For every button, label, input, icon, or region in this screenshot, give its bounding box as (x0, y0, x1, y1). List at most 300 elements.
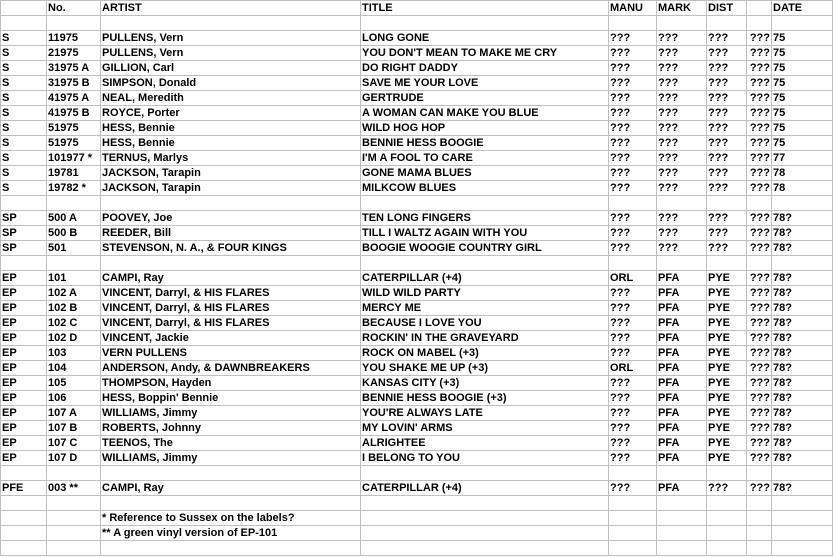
cell-mark (657, 196, 707, 211)
cell-extra: ??? (747, 436, 772, 451)
cell-extra (747, 16, 772, 31)
cell-no: 500 B (47, 226, 101, 241)
cell-prefix: S (1, 61, 47, 76)
cell-prefix: EP (1, 436, 47, 451)
cell-date: 78? (772, 271, 833, 286)
cell-manu: ??? (609, 451, 657, 466)
cell-dist (707, 511, 747, 526)
header-blank (747, 1, 772, 16)
cell-extra: ??? (747, 151, 772, 166)
cell-artist: TERNUS, Marlys (101, 151, 361, 166)
cell-title (361, 541, 609, 556)
cell-title: GONE MAMA BLUES (361, 166, 609, 181)
cell-mark (657, 526, 707, 541)
cell-title: DO RIGHT DADDY (361, 61, 609, 76)
cell-mark (657, 256, 707, 271)
cell-artist (101, 16, 361, 31)
cell-no (47, 496, 101, 511)
cell-artist: ANDERSON, Andy, & DAWNBREAKERS (101, 361, 361, 376)
cell-prefix: S (1, 151, 47, 166)
cell-manu: ORL (609, 271, 657, 286)
cell-no: 101 (47, 271, 101, 286)
cell-extra: ??? (747, 181, 772, 196)
cell-title: ROCK ON MABEL (+3) (361, 346, 609, 361)
cell-title (361, 526, 609, 541)
table-row (1, 466, 833, 481)
cell-extra: ??? (747, 421, 772, 436)
cell-extra: ??? (747, 481, 772, 496)
cell-no (47, 541, 101, 556)
cell-extra (747, 526, 772, 541)
cell-artist: CAMPI, Ray (101, 271, 361, 286)
cell-artist: STEVENSON, N. A., & FOUR KINGS (101, 241, 361, 256)
cell-prefix: EP (1, 301, 47, 316)
cell-date (772, 541, 833, 556)
table-row (1, 361, 833, 376)
cell-manu (609, 466, 657, 481)
cell-mark: PFA (657, 286, 707, 301)
cell-artist: TEENOS, The (101, 436, 361, 451)
table-row (1, 331, 833, 346)
cell-dist: ??? (707, 226, 747, 241)
cell-dist: ??? (707, 31, 747, 46)
table-row (1, 91, 833, 106)
cell-date: 78? (772, 406, 833, 421)
cell-artist: VINCENT, Darryl, & HIS FLARES (101, 286, 361, 301)
cell-prefix: S (1, 166, 47, 181)
cell-date: 78 (772, 181, 833, 196)
cell-date: 78? (772, 361, 833, 376)
cell-date: 78 (772, 166, 833, 181)
header-manu: MANU (609, 1, 657, 16)
cell-title: MILKCOW BLUES (361, 181, 609, 196)
cell-mark: ??? (657, 211, 707, 226)
cell-extra: ??? (747, 376, 772, 391)
table-row (1, 151, 833, 166)
header-artist: ARTIST (101, 1, 361, 16)
cell-artist: ROBERTS, Johnny (101, 421, 361, 436)
header-row (1, 1, 833, 16)
table-row (1, 406, 833, 421)
cell-no (47, 196, 101, 211)
cell-title: TILL I WALTZ AGAIN WITH YOU (361, 226, 609, 241)
cell-manu: ??? (609, 136, 657, 151)
cell-mark (657, 496, 707, 511)
cell-title: I BELONG TO YOU (361, 451, 609, 466)
cell-extra: ??? (747, 166, 772, 181)
table-row (1, 256, 833, 271)
cell-date: 75 (772, 91, 833, 106)
cell-mark: PFA (657, 391, 707, 406)
table-row (1, 316, 833, 331)
cell-prefix (1, 466, 47, 481)
cell-dist: PYE (707, 421, 747, 436)
cell-extra: ??? (747, 451, 772, 466)
cell-mark: ??? (657, 241, 707, 256)
cell-dist: PYE (707, 286, 747, 301)
header-mark: MARK (657, 1, 707, 16)
header-no: No. (47, 1, 101, 16)
cell-artist: ROYCE, Porter (101, 106, 361, 121)
cell-no: 105 (47, 376, 101, 391)
cell-prefix: S (1, 31, 47, 46)
cell-no: 107 C (47, 436, 101, 451)
cell-manu: ??? (609, 181, 657, 196)
cell-prefix: EP (1, 451, 47, 466)
cell-title: BECAUSE I LOVE YOU (361, 316, 609, 331)
cell-date: 75 (772, 61, 833, 76)
cell-title (361, 511, 609, 526)
cell-prefix (1, 526, 47, 541)
cell-extra: ??? (747, 46, 772, 61)
cell-prefix (1, 511, 47, 526)
cell-no: 102 A (47, 286, 101, 301)
cell-manu: ??? (609, 421, 657, 436)
table-row (1, 376, 833, 391)
cell-prefix: S (1, 136, 47, 151)
cell-date: 78? (772, 211, 833, 226)
cell-artist: * Reference to Sussex on the labels? (101, 511, 361, 526)
cell-title (361, 16, 609, 31)
cell-date (772, 496, 833, 511)
cell-manu: ??? (609, 391, 657, 406)
cell-artist: JACKSON, Tarapin (101, 166, 361, 181)
cell-title: KANSAS CITY (+3) (361, 376, 609, 391)
cell-extra: ??? (747, 91, 772, 106)
cell-dist: PYE (707, 271, 747, 286)
cell-date: 78? (772, 451, 833, 466)
table-row (1, 271, 833, 286)
table-row (1, 346, 833, 361)
cell-dist: PYE (707, 376, 747, 391)
cell-manu: ??? (609, 286, 657, 301)
cell-dist: ??? (707, 166, 747, 181)
cell-no (47, 16, 101, 31)
cell-extra (747, 256, 772, 271)
cell-no: 51975 (47, 136, 101, 151)
cell-dist: PYE (707, 316, 747, 331)
cell-prefix (1, 496, 47, 511)
cell-title: BOOGIE WOOGIE COUNTRY GIRL (361, 241, 609, 256)
cell-title: ALRIGHTEE (361, 436, 609, 451)
cell-prefix: S (1, 76, 47, 91)
cell-date (772, 16, 833, 31)
cell-prefix: EP (1, 271, 47, 286)
table-row (1, 196, 833, 211)
cell-manu: ??? (609, 76, 657, 91)
cell-dist: ??? (707, 46, 747, 61)
cell-manu: ??? (609, 46, 657, 61)
cell-manu: ??? (609, 211, 657, 226)
cell-prefix: EP (1, 331, 47, 346)
cell-title: YOU'RE ALWAYS LATE (361, 406, 609, 421)
cell-extra: ??? (747, 31, 772, 46)
cell-manu: ORL (609, 361, 657, 376)
cell-dist (707, 16, 747, 31)
table-row (1, 241, 833, 256)
cell-manu: ??? (609, 121, 657, 136)
cell-mark: PFA (657, 406, 707, 421)
cell-manu (609, 511, 657, 526)
cell-extra: ??? (747, 361, 772, 376)
cell-date: 78? (772, 331, 833, 346)
table-body (1, 16, 833, 556)
cell-prefix: S (1, 106, 47, 121)
cell-artist: VERN PULLENS (101, 346, 361, 361)
cell-artist: WILLIAMS, Jimmy (101, 406, 361, 421)
cell-no: 11975 (47, 31, 101, 46)
cell-manu (609, 496, 657, 511)
cell-prefix: SP (1, 241, 47, 256)
cell-manu: ??? (609, 331, 657, 346)
table-row (1, 106, 833, 121)
header-title: TITLE (361, 1, 609, 16)
cell-dist: PYE (707, 391, 747, 406)
table-row (1, 121, 833, 136)
cell-date: 78? (772, 421, 833, 436)
cell-no: 102 C (47, 316, 101, 331)
cell-dist: PYE (707, 406, 747, 421)
cell-prefix: EP (1, 391, 47, 406)
cell-title: ROCKIN' IN THE GRAVEYARD (361, 331, 609, 346)
table-row (1, 526, 833, 541)
table-row (1, 301, 833, 316)
cell-artist: HESS, Boppin' Bennie (101, 391, 361, 406)
cell-mark: PFA (657, 451, 707, 466)
cell-mark: ??? (657, 226, 707, 241)
cell-artist (101, 466, 361, 481)
cell-no: 19782 * (47, 181, 101, 196)
cell-mark: ??? (657, 61, 707, 76)
cell-title: GERTRUDE (361, 91, 609, 106)
cell-mark (657, 16, 707, 31)
cell-artist: NEAL, Meredith (101, 91, 361, 106)
cell-manu: ??? (609, 436, 657, 451)
cell-date: 78? (772, 226, 833, 241)
table-row (1, 76, 833, 91)
cell-manu: ??? (609, 91, 657, 106)
cell-mark: PFA (657, 361, 707, 376)
table-row (1, 451, 833, 466)
cell-dist: ??? (707, 91, 747, 106)
cell-prefix (1, 16, 47, 31)
cell-no: 41975 A (47, 91, 101, 106)
cell-extra: ??? (747, 211, 772, 226)
cell-date: 78? (772, 316, 833, 331)
cell-extra: ??? (747, 106, 772, 121)
cell-extra: ??? (747, 226, 772, 241)
cell-extra (747, 196, 772, 211)
cell-date (772, 466, 833, 481)
cell-mark: PFA (657, 421, 707, 436)
header-dist: DIST (707, 1, 747, 16)
cell-artist: GILLION, Carl (101, 61, 361, 76)
cell-date: 78? (772, 241, 833, 256)
cell-no: 51975 (47, 121, 101, 136)
cell-dist: ??? (707, 106, 747, 121)
cell-dist: ??? (707, 241, 747, 256)
cell-date: 78? (772, 286, 833, 301)
cell-dist: ??? (707, 211, 747, 226)
cell-artist: REEDER, Bill (101, 226, 361, 241)
cell-date (772, 256, 833, 271)
cell-mark: ??? (657, 151, 707, 166)
cell-mark: ??? (657, 166, 707, 181)
cell-no: 104 (47, 361, 101, 376)
cell-date: 78? (772, 391, 833, 406)
cell-extra: ??? (747, 121, 772, 136)
cell-manu: ??? (609, 226, 657, 241)
cell-title: BENNIE HESS BOOGIE (361, 136, 609, 151)
cell-date (772, 196, 833, 211)
cell-no: 19781 (47, 166, 101, 181)
cell-title (361, 256, 609, 271)
cell-date: 75 (772, 31, 833, 46)
cell-prefix: S (1, 46, 47, 61)
cell-mark: ??? (657, 76, 707, 91)
cell-mark: ??? (657, 181, 707, 196)
cell-artist: ** A green vinyl version of EP-101 (101, 526, 361, 541)
table-row (1, 541, 833, 556)
cell-title: LONG GONE (361, 31, 609, 46)
cell-no (47, 526, 101, 541)
cell-no: 107 D (47, 451, 101, 466)
cell-no: 003 ** (47, 481, 101, 496)
table-row (1, 16, 833, 31)
cell-mark: PFA (657, 346, 707, 361)
cell-prefix: EP (1, 316, 47, 331)
cell-manu: ??? (609, 376, 657, 391)
cell-mark: PFA (657, 301, 707, 316)
cell-date: 75 (772, 121, 833, 136)
cell-prefix: EP (1, 346, 47, 361)
cell-prefix (1, 196, 47, 211)
cell-prefix: S (1, 91, 47, 106)
table-row (1, 421, 833, 436)
table-row (1, 61, 833, 76)
cell-manu: ??? (609, 346, 657, 361)
cell-extra: ??? (747, 241, 772, 256)
cell-extra: ??? (747, 271, 772, 286)
cell-prefix: EP (1, 376, 47, 391)
cell-title (361, 466, 609, 481)
cell-extra: ??? (747, 331, 772, 346)
cell-manu (609, 16, 657, 31)
table-row (1, 286, 833, 301)
cell-dist: ??? (707, 61, 747, 76)
cell-prefix (1, 256, 47, 271)
cell-dist (707, 466, 747, 481)
cell-dist: PYE (707, 361, 747, 376)
cell-no: 21975 (47, 46, 101, 61)
cell-mark: ??? (657, 91, 707, 106)
cell-mark: PFA (657, 376, 707, 391)
cell-manu (609, 256, 657, 271)
cell-artist: WILLIAMS, Jimmy (101, 451, 361, 466)
cell-artist: SIMPSON, Donald (101, 76, 361, 91)
cell-dist: PYE (707, 301, 747, 316)
cell-manu (609, 526, 657, 541)
table-row (1, 481, 833, 496)
cell-date: 75 (772, 76, 833, 91)
header-prefix (1, 1, 47, 16)
cell-mark: PFA (657, 331, 707, 346)
table-row (1, 436, 833, 451)
cell-no: 102 B (47, 301, 101, 316)
cell-prefix: EP (1, 406, 47, 421)
cell-extra: ??? (747, 346, 772, 361)
cell-prefix: S (1, 181, 47, 196)
cell-dist: ??? (707, 76, 747, 91)
cell-manu: ??? (609, 481, 657, 496)
cell-prefix: SP (1, 226, 47, 241)
cell-manu: ??? (609, 241, 657, 256)
cell-no: 500 A (47, 211, 101, 226)
cell-extra: ??? (747, 316, 772, 331)
cell-dist: PYE (707, 436, 747, 451)
cell-no: 102 D (47, 331, 101, 346)
cell-manu: ??? (609, 166, 657, 181)
cell-artist: VINCENT, Darryl, & HIS FLARES (101, 301, 361, 316)
cell-title: YOU DON'T MEAN TO MAKE ME CRY (361, 46, 609, 61)
cell-date (772, 526, 833, 541)
cell-title: TEN LONG FINGERS (361, 211, 609, 226)
cell-manu (609, 196, 657, 211)
cell-extra: ??? (747, 76, 772, 91)
cell-artist: HESS, Bennie (101, 136, 361, 151)
cell-mark: PFA (657, 271, 707, 286)
cell-title: MERCY ME (361, 301, 609, 316)
table-row (1, 496, 833, 511)
cell-artist (101, 496, 361, 511)
cell-no (47, 466, 101, 481)
cell-title (361, 496, 609, 511)
cell-dist: ??? (707, 136, 747, 151)
cell-prefix: PFE (1, 481, 47, 496)
cell-title: WILD WILD PARTY (361, 286, 609, 301)
cell-title: A WOMAN CAN MAKE YOU BLUE (361, 106, 609, 121)
cell-manu: ??? (609, 301, 657, 316)
cell-prefix: EP (1, 361, 47, 376)
cell-artist: VINCENT, Jackie (101, 331, 361, 346)
cell-artist: JACKSON, Tarapin (101, 181, 361, 196)
cell-manu: ??? (609, 406, 657, 421)
cell-title: I'M A FOOL TO CARE (361, 151, 609, 166)
cell-dist: PYE (707, 331, 747, 346)
cell-no: 31975 A (47, 61, 101, 76)
cell-title: BENNIE HESS BOOGIE (+3) (361, 391, 609, 406)
cell-artist (101, 196, 361, 211)
cell-extra (747, 466, 772, 481)
cell-title: WILD HOG HOP (361, 121, 609, 136)
cell-no (47, 256, 101, 271)
cell-no: 41975 B (47, 106, 101, 121)
cell-date: 78? (772, 301, 833, 316)
cell-mark (657, 466, 707, 481)
cell-title: CATERPILLAR (+4) (361, 481, 609, 496)
cell-no: 103 (47, 346, 101, 361)
cell-date: 78? (772, 436, 833, 451)
cell-artist (101, 256, 361, 271)
cell-extra (747, 496, 772, 511)
table-row (1, 391, 833, 406)
cell-prefix: EP (1, 421, 47, 436)
cell-date: 75 (772, 136, 833, 151)
cell-dist: ??? (707, 151, 747, 166)
cell-prefix: S (1, 121, 47, 136)
cell-extra: ??? (747, 406, 772, 421)
table-row (1, 136, 833, 151)
